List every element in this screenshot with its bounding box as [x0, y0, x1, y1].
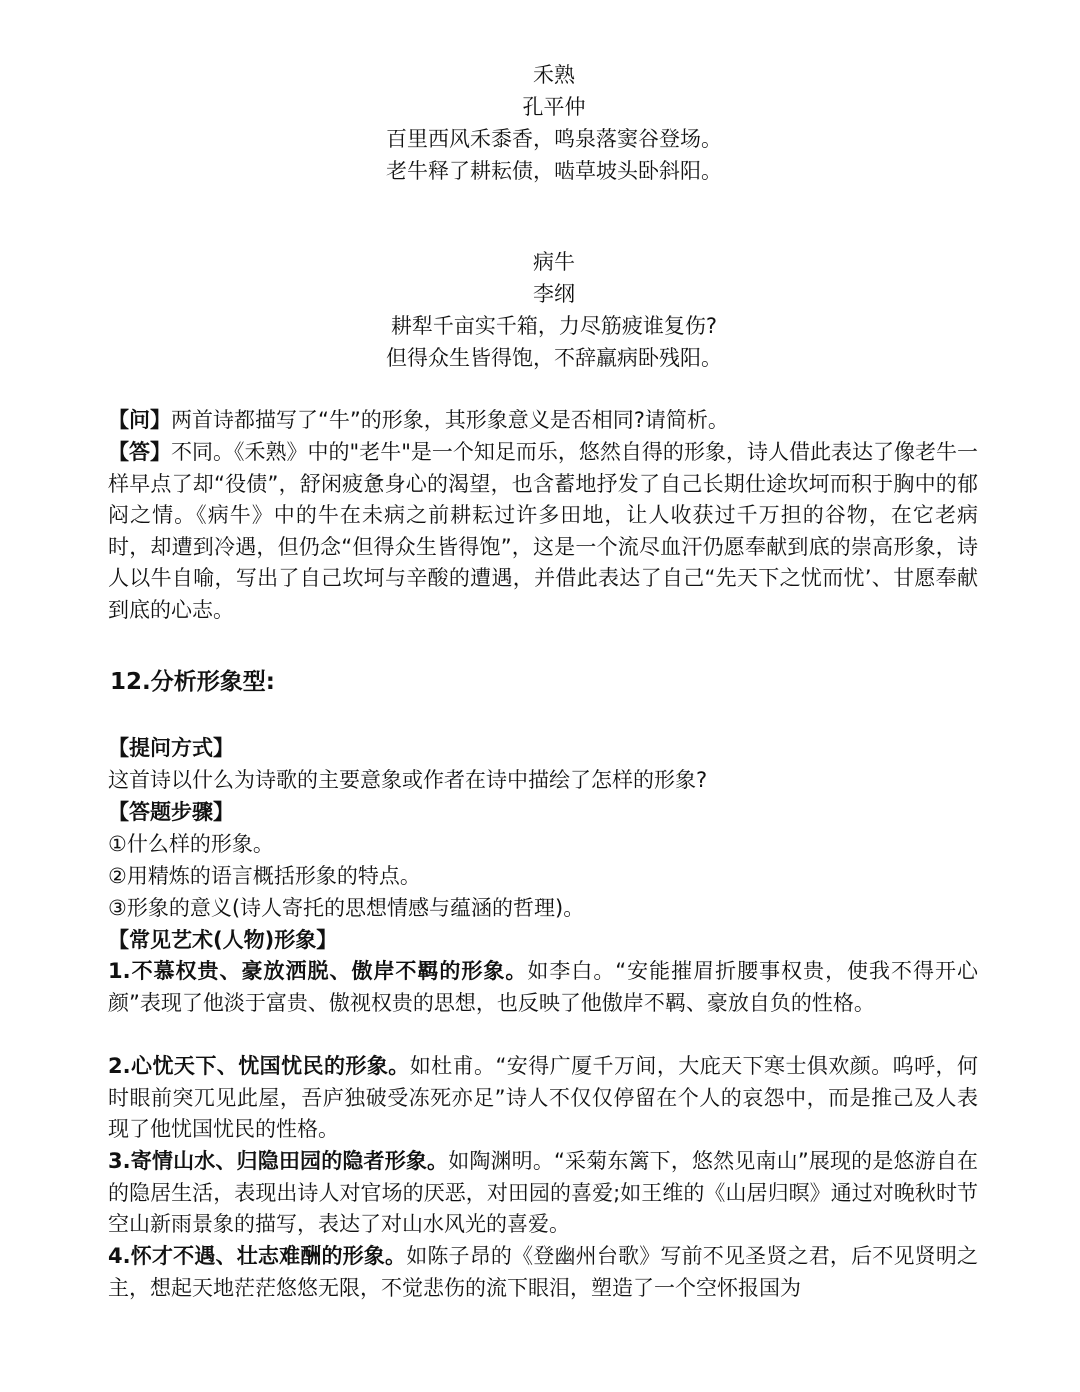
- poem-title: 病牛: [533, 250, 575, 274]
- common-label: 【常见艺术(人物)形象】: [108, 928, 338, 952]
- image-item-text: 如陈子昂的《登幽州台歌》写前不见圣贤之君，后不见贤明之主，想起天地茫茫悠悠无限，不觉悲伤的流下眼泪，塑造了一个空怀报国为: [108, 1244, 978, 1300]
- ask-text: 这首诗以什么为诗歌的主要意象或作者在诗中描绘了怎样的形象?: [108, 768, 708, 792]
- step-item: ②用精炼的语言概括形象的特点。: [108, 864, 421, 888]
- image-item: [108, 1051, 978, 1146]
- question-tag: 【问】: [108, 408, 171, 432]
- poem-line: 耕犁千亩实千箱，力尽筋疲谁复伤?: [390, 314, 718, 338]
- answer-text: 不同。《禾熟》中的"老牛"是一个知足而乐，悠然自得的形象，诗人借此表达了像老牛一样早点了却“役债”，舒闲疲惫身心的渴望，也含蓄地抒发了自己长期仕途坎坷而积于胸中的郁闷之情。《病牛》中的牛在未病之前耕耘过许多田地，让人收获过千万担的谷物，在它老病时，却遭到冷遇，但仍念“但得众生皆得饱”，这是一个流尽血汗仍愿奉献到底的崇高形象，诗人以牛自喻，写出了自己坎坷与辛酸的遭遇，并借此表达了自己“先天下之忧而忧’、甘愿奉献到底的心志。: [108, 440, 978, 622]
- image-item-title: 4.怀才不遇、壮志难酬的形象。: [108, 1244, 407, 1268]
- image-item-text: 如杜甫。“安得广厦千万间，大庇天下寒士俱欢颜。呜呼，何时眼前突兀见此屋，吾庐独破受冻死亦足”诗人不仅仅停留在个人的哀怨中，而是推己及人表现了他忧国忧民的性格。: [108, 1054, 978, 1142]
- image-item: [108, 1146, 978, 1241]
- image-item: [108, 956, 978, 1019]
- image-item-title: 1.不慕权贵、豪放洒脱、傲岸不羁的形象。: [108, 959, 528, 983]
- question-paragraph: [108, 405, 978, 437]
- question-text: 两首诗都描写了“牛”的形象，其形象意义是否相同?请简析。: [171, 408, 729, 432]
- step-item: ③形象的意义(诗人寄托的思想情感与蕴涵的哲理)。: [108, 896, 585, 920]
- steps-label: 【答题步骤】: [108, 800, 234, 824]
- poem-line: 但得众生皆得饱，不辞羸病卧残阳。: [386, 346, 722, 370]
- section-heading: 12.分析形象型:: [110, 669, 275, 695]
- image-item-text: 如陶渊明。“采菊东篱下，悠然见南山”展现的是悠游自在的隐居生活，表现出诗人对官场的厌恶，对田园的喜爱;如王维的《山居归暝》通过对晚秋时节空山新雨景象的描写，表达了对山水风光的喜爱。: [108, 1149, 978, 1237]
- poem-bing-niu: [0, 246, 1080, 374]
- poem-line: 百里西风禾黍香，鸣泉落窦谷登场。: [386, 127, 722, 151]
- poem-author: 李纲: [533, 282, 575, 306]
- poem-line: 老牛释了耕耘债，啮草坡头卧斜阳。: [386, 159, 722, 183]
- image-item-text: 如李白。“安能摧眉折腰事权贵，使我不得开心颜”表现了他淡于富贵、傲视权贵的思想，也反映了他傲岸不羁、豪放自负的性格。: [108, 959, 978, 1015]
- image-item-title: 3.寄情山水、归隐田园的隐者形象。: [108, 1149, 449, 1173]
- ask-label: 【提问方式】: [108, 736, 234, 760]
- poem-author: 孔平仲: [522, 95, 586, 119]
- poem-he-shu: [0, 59, 1080, 187]
- answer-tag: 【答】: [108, 440, 172, 464]
- image-item-title: 2.心忧天下、忧国忧民的形象。: [108, 1054, 410, 1078]
- answer-paragraph: [108, 437, 978, 627]
- step-item: ①什么样的形象。: [108, 832, 274, 856]
- poem-title: 禾熟: [533, 63, 575, 87]
- image-item: [108, 1241, 978, 1304]
